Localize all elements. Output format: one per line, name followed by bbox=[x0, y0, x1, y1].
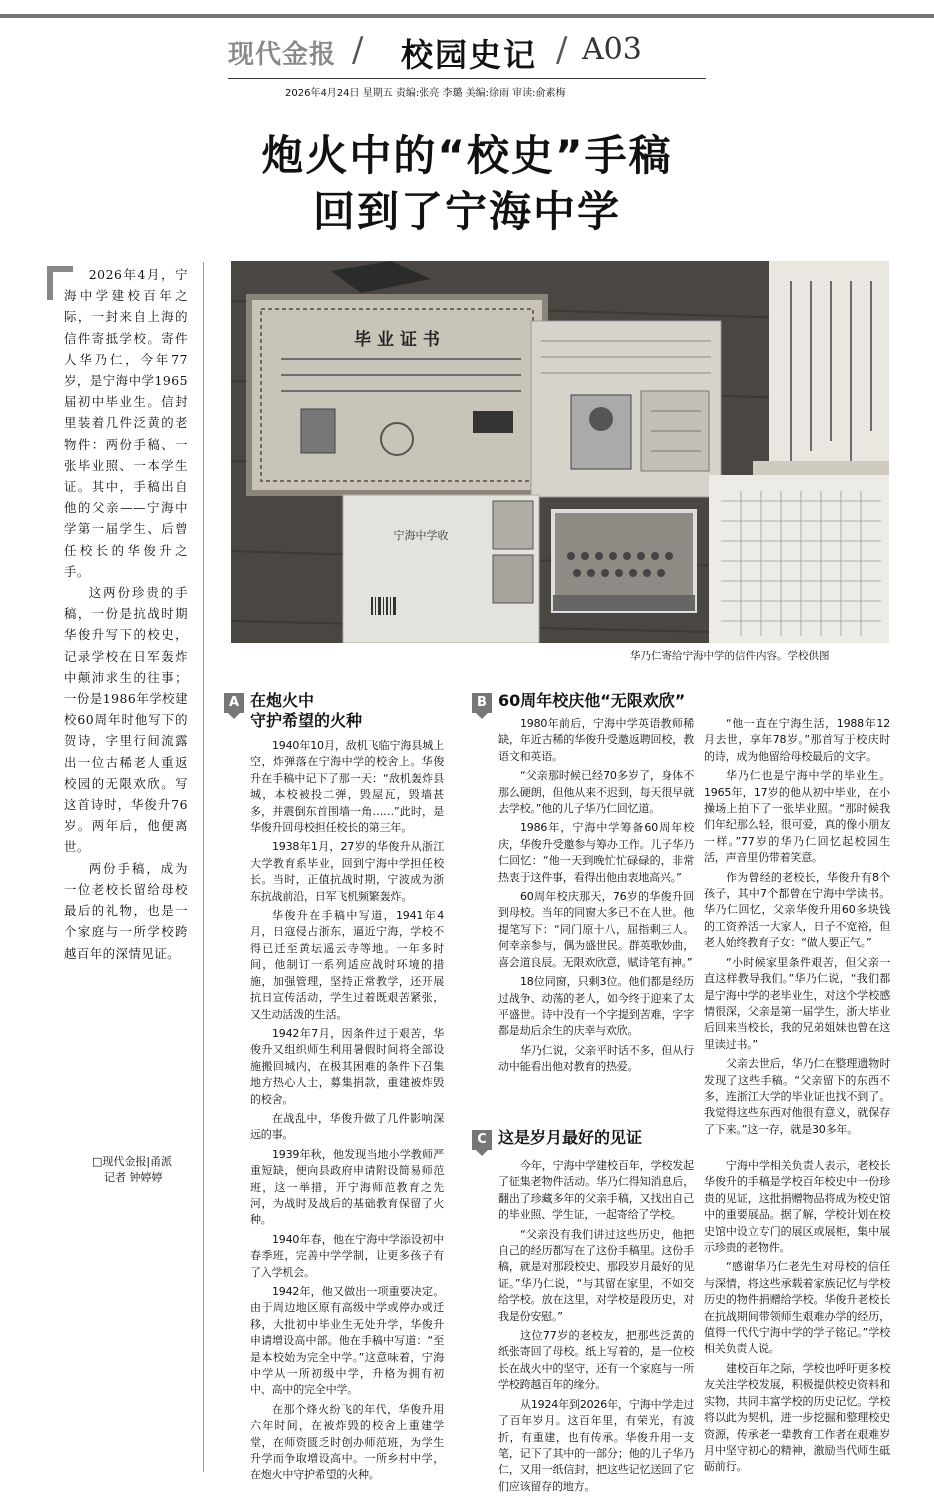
envelope-text: 宁海中学收 bbox=[393, 529, 449, 542]
section-a-paragraph: 华俊升在手稿中写道，1941年4月，日寇侵占浙东，逼近宁海，学校不得已迁至黄坛遥云寺等地。一年多时间，他制订一系列适应战时环境的措施，加强管理，坚持正常教学，还开展抗日宣传活动，学生过着既艰苦紧张，又生动活泼的生活。 bbox=[250, 909, 444, 1021]
section-b-paragraph: “父亲那时候已经70多岁了，身体不那么硬朗，但他从来不迟到，每天很早就去学校。”他的儿子华乃仁回忆道。 bbox=[498, 769, 694, 816]
section-b-title: 60周年校庆他“无限欢欣” bbox=[498, 691, 686, 710]
newspaper-name: 现代金报 bbox=[228, 40, 337, 70]
section-c-body-left bbox=[498, 1158, 694, 1498]
byline bbox=[92, 1154, 192, 1186]
section-c-paragraph: 从1924年到2026年，宁海中学走过了百年岁月。这百年里，有荣光，有波折，有重建，也有传承。华俊升用一支笔，记下了其中的一部分；他的儿子华乃仁，又用一纸信封，把这些记忆送回了它们应该留存的地方。 bbox=[498, 1397, 694, 1493]
section-b-paragraph: 1986年，宁海中学筹备60周年校庆，华俊升受邀参与筹办工作。儿子华乃仁回忆：“他一天到晚忙忙碌碌的，非常热衷于这件事，看得出他由衷地高兴。” bbox=[498, 821, 694, 884]
section-a-paragraph: 在战乱中，华俊升做了几件影响深远的事。 bbox=[250, 1111, 444, 1142]
section-a-paragraph: 在那个烽火纷飞的年代，华俊升用六年时间，在被炸毁的校舍上重建学堂，在师资匮乏时创办师范班，为学生升学而争取增设高中。一所乡村中学，在炮火中守护希望的火种。 bbox=[250, 1402, 444, 1482]
section-a-title bbox=[250, 691, 362, 731]
section-name: 校园史记 bbox=[401, 36, 538, 74]
lead-paragraph: 2026年4月，宁海中学建校百年之际，一封来自上海的信件寄抵学校。寄件人华乃仁，今年77岁，是宁海中学1965届初中毕业生。信封里装着几件泛黄的老物件：两份手稿、一张毕业照、一本学生证。其中，手稿出自他的父亲——宁海中学第一届学生、后曾任校长的华俊升之手。 bbox=[64, 267, 188, 579]
section-b-paragraph: 60周年校庆那天，76岁的华俊升回到母校。当年的同窗大多已不在人世。他提笔写下：“同门原十八，屈指剩三人。何幸亲参与，偶为盛世民。群英歌妙曲，喜会道良辰。无限欢欣意，赋诗笔有神。” bbox=[498, 890, 694, 969]
section-b-paragraph: 华乃仁也是宁海中学的毕业生。1965年，17岁的他从初中毕业，在小操场上拍下了一张毕业照。“那时候我们年纪那么轻，很可爱，真的像小朋友一样。”77岁的华乃仁回忆起校园生活，声音里仍带着笑意。 bbox=[704, 769, 890, 865]
page-number: A03 bbox=[582, 32, 642, 67]
masthead-divider: / bbox=[556, 30, 568, 70]
byline-reporter: 记者 钟婷婷 bbox=[104, 1171, 163, 1184]
section-c-paragraph: “父亲没有我们讲过这些历史，他把自己的经历都写在了这份手稿里。这份手稿，就是对那段校史、那段岁月最好的见证。”华乃仁说，“与其留在家里，不如交给学校。放在这里，对学校是段历史，对我是份安慰。” bbox=[498, 1227, 694, 1323]
section-a-paragraph: 1942年，他又做出一项重要决定。由于周边地区原有高级中学或停办或迁移，大批初中毕业生无处升学，华俊升申请增设高中部。他在手稿中写道：“至是本校始为完全中学。”这意味着，宁海中学从一所初级中学，升格为拥有初中、高中的完全中学。 bbox=[250, 1285, 444, 1397]
section-c-title: 这是岁月最好的见证 bbox=[498, 1128, 643, 1147]
top-rule bbox=[0, 14, 934, 18]
photo-caption: 华乃仁寄给宁海中学的信件内容。学校供图 bbox=[630, 650, 830, 662]
section-a-paragraph: 1939年秋，他发现当地小学教师严重短缺，便向县政府申请附设简易师范班，这一举措，开宁海师范教育之先河，为战时及战后的基础教育保留了火种。 bbox=[250, 1147, 444, 1227]
section-a-badge: A bbox=[224, 693, 244, 713]
headline-line-2: 回到了宁海中学 bbox=[312, 187, 621, 236]
section-a-title-line-2: 守护希望的火种 bbox=[250, 711, 363, 730]
byline-source: □现代金报|甬派 bbox=[92, 1155, 173, 1168]
masthead bbox=[0, 26, 934, 74]
section-b-paragraph: “小时候家里条件艰苦，但父亲一直这样教导我们。”华乃仁说，“我们都是宁海中学的老毕业生，对这个学校感情很深，父亲是第一届学生，浙大毕业后回来当校长，我的兄弟姐妹也曾在这里读过书。” bbox=[704, 955, 890, 1051]
section-b-paragraph: “他一直在宁海生活，1988年12月去世，享年78岁。”那首写于校庆时的诗，成为他留给母校最后的文字。 bbox=[704, 717, 890, 763]
section-b-paragraph: 父亲去世后，华乃仁在整理遗物时发现了这些手稿。“父亲留下的东西不多，连浙江大学的毕业证也找不到了。我觉得这些东西对他很有意义，就保存了下来。”这一存，就是30多年。 bbox=[704, 1057, 890, 1136]
lead-paragraph: 这两份珍贵的手稿，一份是抗战时期华俊升写下的校史，记录学校在日军轰炸中颠沛求生的往事；一份是1986年学校建校60周年时他写下的贺诗，字里行间流露出一位古稀老人重返校园的无限欢欣。写这首诗时，华俊升76岁。两年后，他便离世。 bbox=[64, 585, 188, 855]
headline-line-1: 炮火中的“校史”手稿 bbox=[261, 131, 673, 180]
section-b-paragraph: 作为曾经的老校长，华俊升有8个孩子，其中7个都曾在宁海中学读书。华乃仁回忆，父亲华俊升用60多块钱的工资养活一大家人，日子不宽裕，但老人始终教育子女：“做人要正气。” bbox=[704, 870, 890, 950]
section-c-body-right bbox=[704, 1158, 890, 1479]
certificate-title: 毕 业 证 书 bbox=[354, 330, 440, 350]
section-a-title-line-1: 在炮火中 bbox=[250, 691, 315, 710]
section-c-paragraph: “感谢华乃仁老先生对母校的信任与深情，将这些承载着家族记忆与学校历史的物件捐赠给学校。华俊升老校长在抗战期间带领师生艰难办学的经历，值得一代代宁海中学的学子铭记。”学校相关负责人说。 bbox=[704, 1260, 890, 1356]
section-a-paragraph: 1940年10月，敌机飞临宁海县城上空，炸弹落在宁海中学的校舍上。华俊升在手稿中记下了那一天：“敌机轰炸县城，本校被投二弹，毁屋瓦，毁墙甚多，并震倒东首围墙一角……”此时，是华俊升回母校担任校长的第三年。 bbox=[250, 739, 444, 835]
photo-illustration bbox=[231, 261, 889, 643]
section-a-body bbox=[250, 738, 444, 1487]
news-photo bbox=[231, 261, 889, 643]
section-b-paragraph: 18位同窗，只剩3位。他们都是经历过战争、动荡的老人，如今终于迎来了太平盛世。诗中没有一个字提到苦难，字字都是劫后余生的庆幸与欢欣。 bbox=[498, 975, 694, 1038]
section-b-paragraph: 华乃仁说，父亲平时话不多，但从行动中能看出他对教育的热爱。 bbox=[498, 1043, 694, 1074]
section-c-badge: C bbox=[472, 1130, 492, 1150]
column-divider bbox=[203, 262, 204, 1472]
section-a-paragraph: 1938年1月，27岁的华俊升从浙江大学教育系毕业，回到宁海中学担任校长。当时，正值抗战时期，宁波成为浙东抗战前沿，日军飞机频繁轰炸。 bbox=[250, 840, 444, 903]
section-a-paragraph: 1940年春，他在宁海中学添设初中春季班，完善中学学制，让更多孩子有了入学机会。 bbox=[250, 1232, 444, 1279]
masthead-rule bbox=[228, 78, 706, 79]
section-c-paragraph: 建校百年之际，学校也呼吁更多校友关注学校发展，积极提供校史资料和实物，共同丰富学校的历史记忆。学校将以此为契机，进一步挖掘和整理校史资源，传承老一辈教育工作者在艰难岁月中坚守初心的精神，激励当代师生砥砺前行。 bbox=[704, 1361, 890, 1474]
section-b-body-right bbox=[704, 716, 890, 1141]
section-b-paragraph: 1980年前后，宁海中学英语教师稀缺，年近古稀的华俊升受邀返聘回校，教语文和英语。 bbox=[498, 717, 694, 763]
section-c-paragraph: 这位77岁的老校友，把那些泛黄的纸张寄回了母校。纸上写着的，是一位校长在战火中的坚守，还有一个家庭与一所学校跨越百年的缘分。 bbox=[498, 1329, 694, 1392]
lead-paragraph: 两份手稿，成为一位老校长留给母校最后的礼物，也是一个家庭与一所学校跨越百年的深情见证。 bbox=[64, 860, 188, 961]
headline bbox=[150, 128, 784, 240]
section-c-paragraph: 宁海中学相关负责人表示，老校长华俊升的手稿是学校百年校史中一份珍贵的见证，这批捐赠物品将成为校史馆中的重要展品。据了解，学校计划在校史馆中设立专门的展区或展柜，集中展示珍贵的老物件。 bbox=[704, 1159, 890, 1255]
lead-summary bbox=[64, 264, 188, 964]
masthead-divider: / bbox=[352, 30, 364, 70]
issue-meta: 2026年4月24日 星期五 责编:张亮 李璐 美编:徐雨 审读:俞素梅 bbox=[285, 88, 566, 99]
section-c-paragraph: 今年，宁海中学建校百年，学校发起了征集老物件活动。华乃仁得知消息后，翻出了珍藏多年的父亲手稿，又找出自己的毕业照、学生证，一起寄给了学校。 bbox=[498, 1159, 694, 1222]
section-a-paragraph: 1942年7月，因条件过于艰苦，华俊升又组织师生利用暑假时间将全部设施搬回城内，在极其困难的条件下召集地方热心人士，募集捐款，重建被炸毁的校舍。 bbox=[250, 1026, 444, 1106]
section-b-body-left bbox=[498, 716, 694, 1079]
section-b-badge: B bbox=[472, 693, 492, 713]
